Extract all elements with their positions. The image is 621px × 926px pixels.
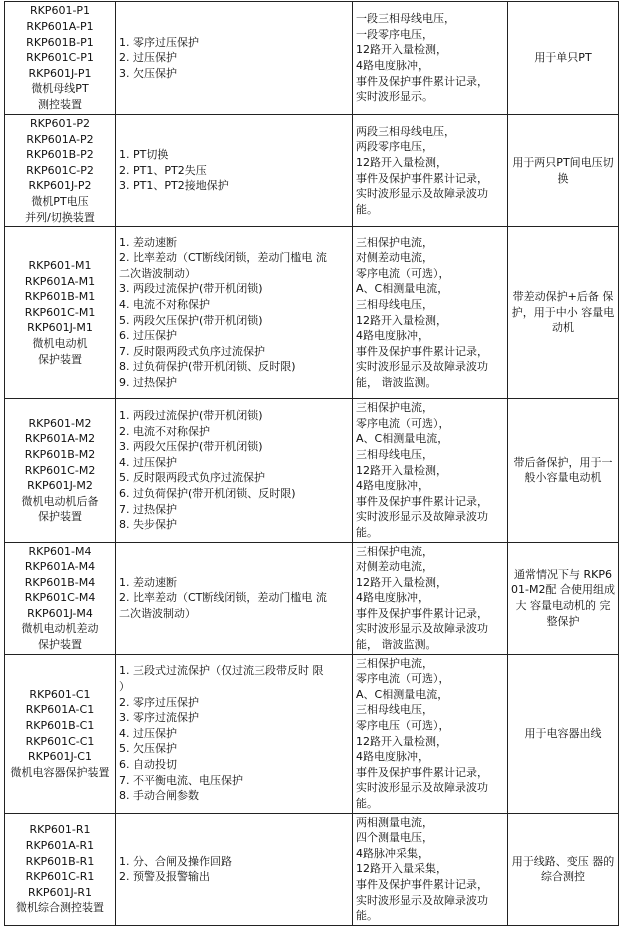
model-cell-line: RKP601C-C1: [25, 734, 95, 748]
function-cell-line: 2. 比率差动（CT断线闭锁，差动门槛电 流: [119, 591, 327, 605]
io-cell-line: 零序电流（可选），: [356, 672, 450, 686]
model-cell-line: 微机母线PT: [31, 82, 89, 96]
model-cell-line: 测控装置: [38, 97, 82, 111]
function-cell-line: 6. 过负荷保护(带开机闭锁、反时限): [119, 486, 296, 500]
io-cell-line: 四个测量电压，: [356, 831, 433, 845]
model-cell-line: RKP601-M1: [28, 259, 92, 273]
io-cell-line: A、C相测量电流，: [356, 687, 449, 701]
model-cell: [5, 542, 116, 654]
function-cell: [116, 813, 353, 925]
model-cell-line: RKP601A-M2: [24, 432, 96, 446]
io-cell-line: 零序电压（可选），: [356, 719, 450, 733]
model-cell-line: RKP601-P2: [29, 117, 91, 130]
model-cell-line: RKP601J-M2: [27, 479, 93, 493]
io-cell-line: 实时波形显示及故障录波功: [356, 781, 488, 795]
io-cell: [353, 115, 508, 227]
io-cell-line: 能。: [356, 525, 378, 539]
model-cell-line: RKP601C-P1: [26, 51, 94, 65]
model-cell-line: 保护装置: [38, 510, 82, 524]
io-cell-line: 事件及保护事件累计记录，: [356, 877, 488, 891]
model-cell: [5, 227, 116, 399]
io-cell-line: 事件及保护事件累计记录，: [356, 606, 488, 620]
model-cell-line: 保护装置: [38, 638, 82, 652]
table-row: [5, 542, 619, 654]
io-cell-line: 三相母线电压，: [356, 703, 433, 717]
usage-cell: [508, 115, 619, 227]
function-cell-line: 3. 欠压保护: [119, 66, 177, 80]
function-cell-line: 4. 电流不对称保护: [119, 298, 210, 312]
io-cell-line: 4路电度脉冲，: [356, 59, 429, 72]
model-cell-line: RKP601-C1: [29, 687, 91, 701]
io-cell-line: 三相母线电压，: [356, 298, 433, 312]
model-cell-line: RKP601A-M4: [24, 560, 96, 574]
function-cell-line: 7. 不平衡电流、电压保护: [119, 773, 243, 787]
io-cell-line: 能， 谐波监测。: [356, 376, 437, 390]
model-cell-line: RKP601B-M2: [24, 447, 96, 461]
function-cell-line: 9. 过热保护: [119, 376, 177, 390]
io-cell-line: 4路电度脉冲，: [356, 591, 429, 605]
table-row: [5, 227, 619, 399]
model-cell-line: RKP601A-M1: [24, 274, 96, 288]
usage-cell-text: 带差动保护+后备 保护，用于中小 容量电动机: [511, 290, 615, 335]
function-cell: [116, 654, 353, 813]
io-cell-line: 三相保护电流，: [356, 656, 433, 670]
function-cell-line: 5. 反时限两段式负序过流保护: [119, 471, 265, 485]
io-cell-line: 一段三相母线电压，: [356, 12, 455, 26]
model-cell: [5, 115, 116, 227]
model-cell-line: RKP601A-R1: [25, 838, 95, 852]
usage-cell-text: 通常情况下与 RKP601-M2配 合使用组成大 容量电动机的 完整保护: [511, 567, 615, 628]
usage-cell: [508, 542, 619, 654]
io-cell: [353, 654, 508, 813]
io-cell-line: 三相母线电压，: [356, 447, 433, 461]
model-cell-line: 微机PT电压: [31, 194, 89, 208]
io-cell-line: 事件及保护事件累计记录，: [356, 344, 488, 358]
io-cell-line: 12路开入量检测，: [356, 313, 447, 327]
usage-cell-text: 用于电容器出线: [524, 726, 602, 740]
function-cell: [116, 227, 353, 399]
model-cell-line: 保护装置: [38, 352, 82, 366]
function-cell-line: 8. 手动合闸参数: [119, 789, 199, 803]
io-cell: [353, 542, 508, 654]
usage-cell: [508, 2, 619, 115]
function-cell-line: 1. PT切换: [119, 148, 169, 162]
io-cell-line: 三相保护电流，: [356, 235, 433, 249]
io-cell-line: 实时波形显示及故障录波功: [356, 187, 488, 201]
function-cell: [116, 2, 353, 115]
usage-cell-text: 带后备保护，用于一般小容量电动机: [513, 455, 613, 485]
io-cell-line: 能。: [356, 797, 378, 810]
io-cell: [353, 227, 508, 399]
model-cell-line: 微机电动机后备: [21, 494, 99, 508]
io-cell-line: 零序电流（可选），: [356, 266, 450, 280]
model-cell-line: RKP601C-M1: [24, 305, 96, 319]
io-cell-line: 实时波形显示及故障录波功: [356, 893, 488, 907]
model-cell-line: RKP601J-P1: [28, 66, 92, 80]
model-cell-line: RKP601B-M4: [24, 575, 96, 589]
function-cell-line: 6. 自动投切: [119, 758, 177, 772]
model-cell: [5, 654, 116, 813]
io-cell-line: 实时波形显示及故障录波功: [356, 622, 488, 636]
model-cell-line: RKP601-R1: [29, 823, 91, 837]
model-cell-line: RKP601B-P2: [26, 148, 94, 162]
function-cell-line: 5. 欠压保护: [119, 742, 177, 756]
model-cell-line: RKP601B-R1: [25, 854, 95, 868]
function-cell-line: 二次谐波制动）: [119, 266, 196, 280]
io-cell-line: 12路开入量检测，: [356, 575, 447, 589]
model-cell-line: RKP601J-C1: [28, 750, 92, 764]
io-cell: [353, 813, 508, 925]
io-cell-line: 三相保护电流，: [356, 401, 433, 415]
io-cell-line: 零序电流（可选），: [356, 416, 450, 430]
model-cell-line: 微机电动机差动: [21, 622, 99, 636]
model-cell-line: RKP601J-P2: [28, 179, 92, 193]
model-cell-line: RKP601C-P2: [26, 163, 94, 177]
model-cell-line: 微机电动机: [32, 337, 88, 351]
io-cell-line: 4路脉冲采集，: [356, 846, 429, 860]
io-cell-line: 事件及保护事件累计记录，: [356, 765, 488, 779]
function-cell-line: 1. 零序过压保护: [119, 35, 199, 49]
model-cell-line: RKP601B-C1: [25, 719, 95, 733]
io-cell-line: 能， 谐波监测。: [356, 638, 437, 652]
io-cell-line: 能。: [356, 909, 378, 923]
usage-cell: [508, 654, 619, 813]
table-row: [5, 115, 619, 227]
usage-cell-text: 用于两只PT间电压切换: [512, 155, 614, 185]
function-cell-line: 3. 两段欠压保护(带开机闭锁): [119, 440, 263, 454]
function-cell-line: 8. 过负荷保护(带开机闭锁、反时限): [119, 360, 296, 374]
table-row: [5, 2, 619, 115]
io-cell: [353, 399, 508, 542]
io-cell-line: 4路电度脉冲，: [356, 479, 429, 493]
function-cell-line: ）: [119, 680, 130, 694]
model-cell-line: RKP601-M4: [28, 544, 92, 558]
function-cell-line: 2. 零序过压保护: [119, 695, 199, 709]
function-cell-line: 1. 两段过流保护(带开机闭锁): [119, 408, 263, 422]
function-cell-line: 4. 过压保护: [119, 455, 177, 469]
function-cell-line: 7. 反时限两段式负序过流保护: [119, 344, 265, 358]
function-cell-line: 6. 过压保护: [119, 329, 177, 343]
usage-cell-text: 用于线路、变压 器的综合测控: [511, 854, 615, 884]
function-cell-line: 2. 预警及报警输出: [119, 870, 210, 884]
usage-cell: [508, 227, 619, 399]
io-cell: [353, 2, 508, 115]
model-cell-line: RKP601C-M4: [24, 591, 96, 605]
model-cell: [5, 399, 116, 542]
model-cell-line: 微机综合测控装置: [16, 901, 104, 915]
io-cell-line: 4路电度脉冲，: [356, 750, 429, 764]
function-cell-line: 2. 比率差动（CT断线闭锁，差动门槛电 流: [119, 251, 327, 265]
io-cell-line: 两相测量电流，: [356, 815, 433, 829]
usage-cell: [508, 813, 619, 925]
model-cell-line: RKP601A-P2: [26, 132, 94, 146]
io-cell-line: 事件及保护事件累计记录，: [356, 74, 488, 88]
model-cell-line: RKP601C-R1: [25, 870, 95, 884]
model-cell: [5, 813, 116, 925]
model-cell-line: 微机电容器保护装置: [10, 765, 110, 779]
io-cell-line: A、C相测量电流，: [356, 282, 449, 296]
function-cell-line: 1. 差动速断: [119, 575, 177, 589]
model-cell-line: RKP601-P1: [29, 4, 91, 18]
function-cell: [116, 115, 353, 227]
model-cell-line: RKP601-M2: [28, 416, 92, 430]
function-cell-line: 1. 三段式过流保护（仅过流三段带反时 限: [119, 664, 324, 678]
function-cell-line: 3. 零序过流保护: [119, 711, 199, 725]
usage-cell-text: 用于单只PT: [534, 51, 592, 65]
io-cell-line: 12路开入量检测，: [356, 734, 447, 748]
function-cell-line: 1. 分、合闸及操作回路: [119, 854, 232, 868]
io-cell-line: A、C相测量电流，: [356, 432, 449, 446]
model-cell: [5, 2, 116, 115]
io-cell-line: 对侧差动电流，: [356, 560, 433, 574]
function-cell-line: 1. 差动速断: [119, 235, 177, 249]
model-cell-line: RKP601B-P1: [26, 35, 94, 49]
model-cell-line: RKP601A-P1: [26, 20, 94, 34]
io-cell-line: 两段三相母线电压，: [356, 124, 455, 138]
io-cell-line: 实时波形显示及故障录波功: [356, 510, 488, 524]
io-cell-line: 实时波形显示。: [356, 90, 433, 104]
io-cell-line: 12路开入量检测，: [356, 43, 447, 57]
io-cell-line: 一段零序电压，: [356, 27, 433, 41]
io-cell-line: 实时波形显示及故障录波功: [356, 360, 488, 374]
device-spec-table: [4, 1, 619, 926]
table-row: [5, 654, 619, 813]
function-cell: [116, 399, 353, 542]
model-cell-line: RKP601A-C1: [25, 703, 95, 717]
function-cell-line: 二次谐波制动）: [119, 606, 196, 620]
io-cell-line: 两段零序电压，: [356, 140, 433, 154]
io-cell-line: 事件及保护事件累计记录，: [356, 171, 488, 185]
model-cell-line: RKP601J-R1: [28, 885, 92, 899]
model-cell-line: RKP601J-M1: [27, 321, 93, 335]
model-cell-line: RKP601B-M1: [24, 290, 96, 304]
io-cell-line: 对侧差动电流，: [356, 251, 433, 265]
function-cell-line: 3. 两段过流保护(带开机闭锁): [119, 282, 263, 296]
function-cell-line: 2. 过压保护: [119, 51, 177, 65]
model-cell-line: RKP601C-M2: [24, 463, 96, 477]
io-cell-line: 三相保护电流，: [356, 544, 433, 558]
function-cell-line: 3. PT1、PT2接地保护: [119, 179, 229, 193]
model-cell-line: 并列/切换装置: [25, 210, 95, 224]
function-cell: [116, 542, 353, 654]
io-cell-line: 12路开入量检测，: [356, 155, 447, 169]
usage-cell: [508, 399, 619, 542]
table-row: [5, 399, 619, 542]
io-cell-line: 能。: [356, 202, 378, 216]
function-cell-line: 2. PT1、PT2失压: [119, 163, 207, 177]
table-row: [5, 813, 619, 925]
io-cell-line: 12路开入量检测，: [356, 463, 447, 477]
model-cell-line: RKP601J-M4: [27, 606, 93, 620]
io-cell-line: 事件及保护事件累计记录，: [356, 494, 488, 508]
spec-table-body: [5, 2, 619, 926]
io-cell-line: 4路电度脉冲，: [356, 329, 429, 343]
function-cell-line: 8. 失步保护: [119, 518, 177, 532]
function-cell-line: 5. 两段欠压保护(带开机闭锁): [119, 313, 263, 327]
function-cell-line: 7. 过热保护: [119, 502, 177, 516]
io-cell-line: 12路开入量采集，: [356, 862, 447, 876]
function-cell-line: 2. 电流不对称保护: [119, 424, 210, 438]
function-cell-line: 4. 过压保护: [119, 726, 177, 740]
